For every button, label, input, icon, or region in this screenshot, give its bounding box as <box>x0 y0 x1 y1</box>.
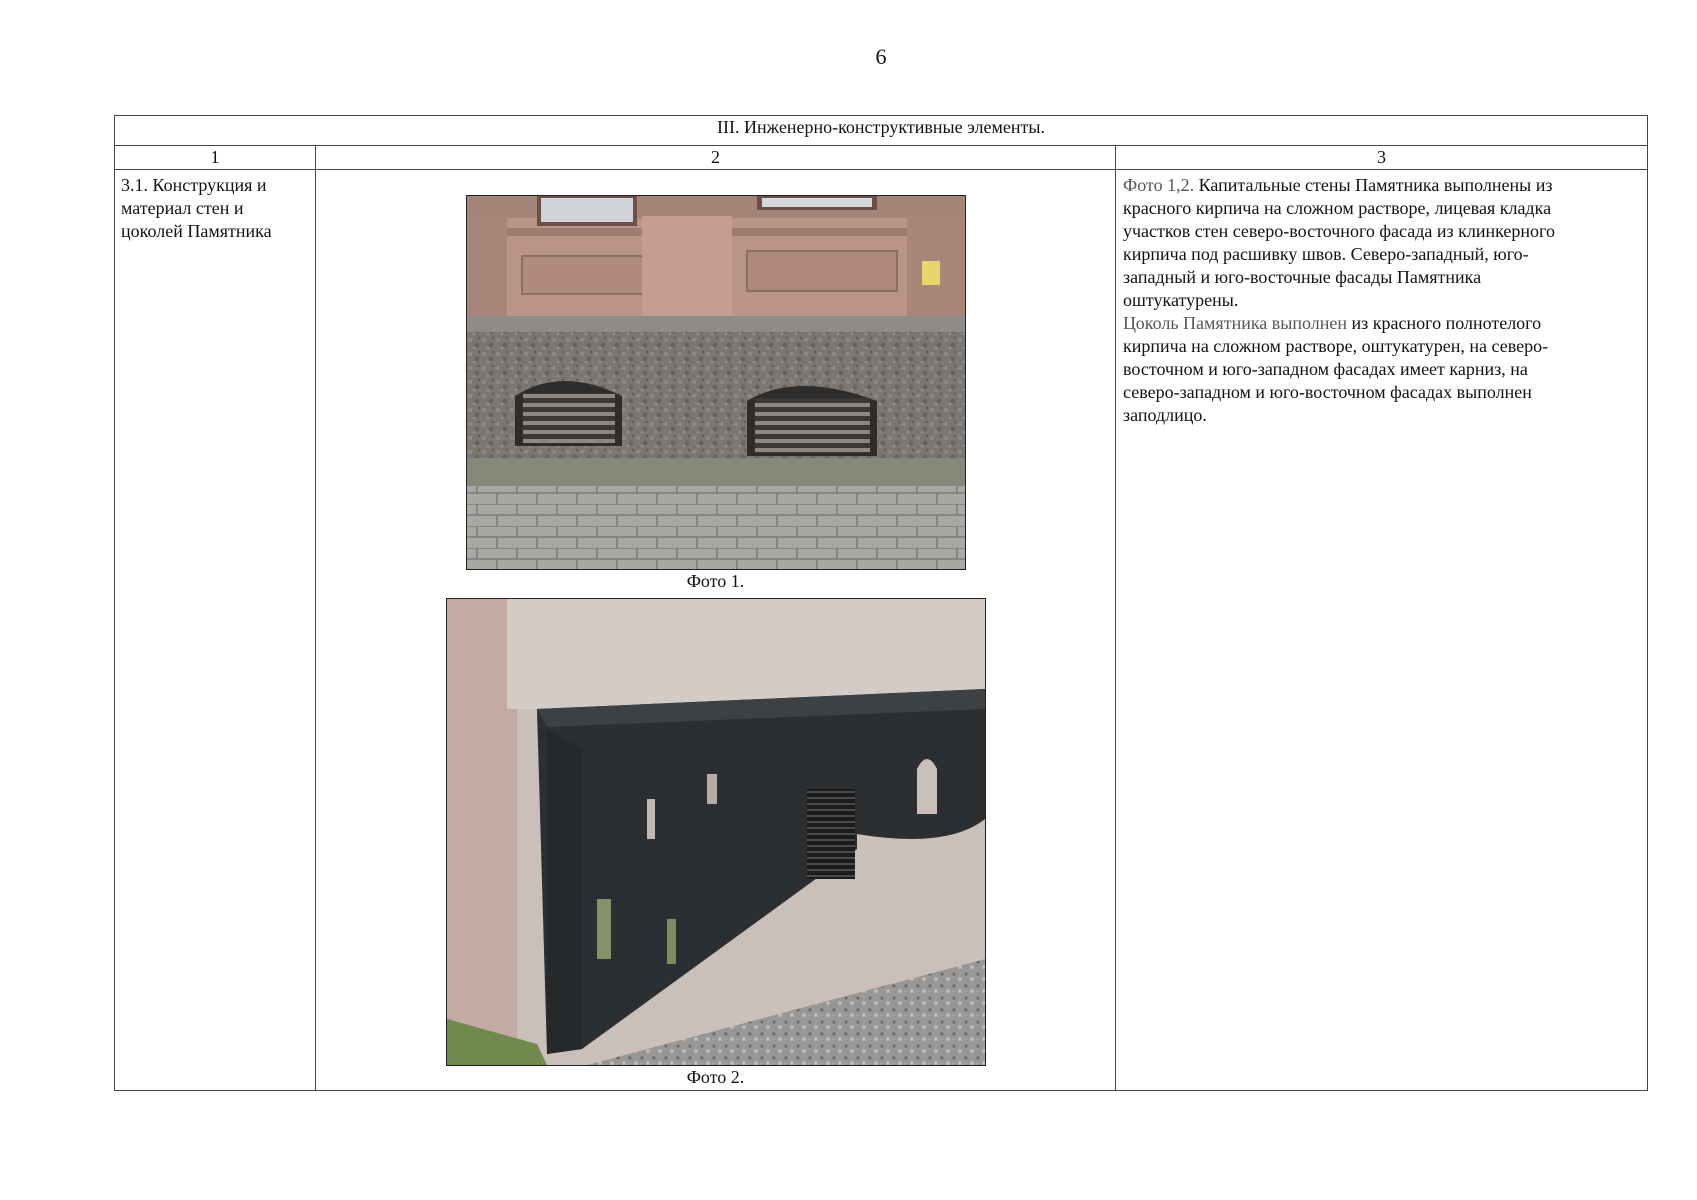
engineering-elements-table <box>114 115 1648 1091</box>
column-number-1: 1 <box>115 146 316 170</box>
row-label: 3.1. Конструкция и материал стен и цоколей Памятника <box>115 170 316 1091</box>
description-line-2: красного кирпича на сложном растворе, лицевая кладка <box>1123 198 1552 218</box>
description-line-8: кирпича на сложном растворе, оштукатурен, на северо- <box>1123 336 1549 356</box>
column-number-3: 3 <box>1116 146 1648 170</box>
description-line-11: заподлицо. <box>1123 405 1207 425</box>
page-number: 6 <box>875 44 887 69</box>
photo-2-caption: Фото 2. <box>686 1067 745 1087</box>
description-line-3: участков стен северо-восточного фасада из клинкерного <box>1123 221 1555 241</box>
photos-cell <box>316 170 1116 1091</box>
description-cell <box>1116 170 1648 1091</box>
description-line-10: северо-западном и юго-восточном фасадах выполнен <box>1123 382 1532 402</box>
photo-1-caption: Фото 1. <box>686 571 745 591</box>
photo-2-plinth-corner <box>446 598 986 1066</box>
description-line-9: восточном и юго-западном фасадах имеет карниз, на <box>1123 359 1528 379</box>
description-line-1: Фото 1,2. Капитальные стены Памятника выполнены из <box>1123 175 1553 195</box>
table-row <box>115 170 1648 1091</box>
photo-1-facade-windows <box>466 195 966 570</box>
description-line-6: оштукатурены. <box>1123 290 1239 310</box>
column-number-2: 2 <box>316 146 1116 170</box>
description-line-7: Цоколь Памятника выполнен из красного полнотелого <box>1123 313 1542 333</box>
section-title: III. Инженерно-конструктивные элементы. <box>115 116 1648 146</box>
description-line-5: западный и юго-восточные фасады Памятника <box>1123 267 1482 287</box>
description-line-4: кирпича под расшивку швов. Северо-западный, юго- <box>1123 244 1529 264</box>
